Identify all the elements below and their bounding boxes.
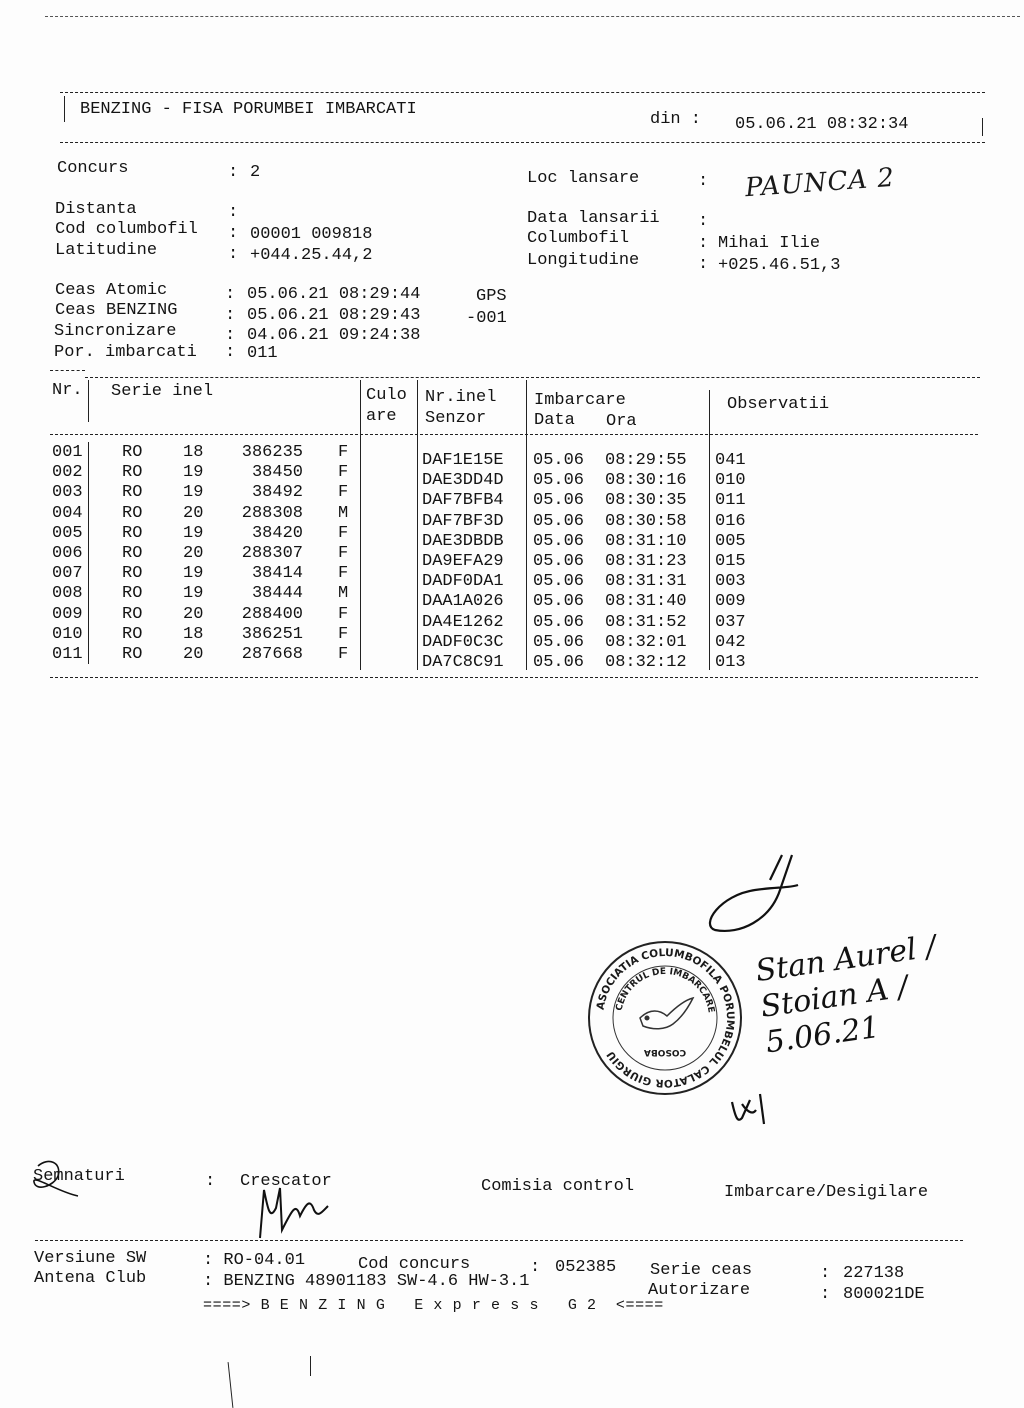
cod-columbofil-value: 00001 009818 <box>250 225 373 244</box>
semnaturi-circle-scribble <box>28 1152 88 1212</box>
cod-columbofil-label: Cod columbofil <box>55 220 198 239</box>
cell-year: 18 <box>183 443 204 462</box>
cell-sensor: DAF1E15E <box>422 451 504 470</box>
cod-concurs-label: Cod concurs <box>358 1255 471 1274</box>
th-data: Data <box>534 411 575 430</box>
cell-sex: M <box>338 503 349 523</box>
sincronizare-sep: : <box>225 326 236 345</box>
header-datetime: 05.06.21 08:32:34 <box>735 115 909 134</box>
cell-obs: 015 <box>715 552 746 571</box>
cell-sensor: DAF7BFB4 <box>422 491 504 511</box>
cell-ring: 288308 <box>241 503 303 523</box>
loc-lansare-label: Loc lansare <box>527 169 640 188</box>
concurs-sep: : <box>228 163 239 182</box>
cell-country: RO <box>122 523 143 543</box>
ceas-benzing-sep: : <box>225 306 236 325</box>
concurs-value: 2 <box>250 163 261 182</box>
benzing-express-banner: ====> B E N Z I N G E x p r e s s G 2 <==== <box>203 1297 664 1314</box>
cell-time: 08:30:16 <box>605 471 687 491</box>
cell-date: 05.06 <box>533 592 585 612</box>
cell-date: 05.06 <box>533 612 585 632</box>
cell-country: RO <box>122 443 143 462</box>
header-top-border <box>60 92 985 93</box>
cell-date: 05.06 <box>533 572 585 592</box>
cell-sensor: DAE3DBDB <box>422 531 504 551</box>
cell-nr: 003 <box>52 483 83 503</box>
cell-ring: 38444 <box>251 584 303 604</box>
ceas-atomic-label: Ceas Atomic <box>55 281 168 300</box>
header-bottom-border <box>60 142 985 143</box>
cod-concurs-value: 052385 <box>555 1258 617 1277</box>
cell-nr: 005 <box>52 523 83 543</box>
ceas-atomic-value: 05.06.21 08:29:44 <box>247 285 421 304</box>
cell-date: 05.06 <box>533 451 585 470</box>
cell-sensor: DA4E1262 <box>422 612 504 632</box>
versiune-sw-value: : RO-04.01 <box>203 1251 306 1270</box>
cell-time: 08:31:52 <box>605 612 687 632</box>
ceas-benzing-value: 05.06.21 08:29:43 <box>247 306 421 325</box>
cell-time: 08:31:10 <box>605 531 687 551</box>
cell-country: RO <box>122 645 143 664</box>
cell-nr: 002 <box>52 463 83 483</box>
cell-time: 08:32:12 <box>605 653 687 672</box>
cell-time: 08:30:58 <box>605 511 687 531</box>
th-ora: Ora <box>606 412 637 431</box>
cell-ring: 287668 <box>241 645 303 664</box>
por-imbarcati-sep: : <box>225 343 236 362</box>
cell-time: 08:31:23 <box>605 552 687 571</box>
imbarcare-desigilare-label: Imbarcare/Desigilare <box>724 1183 929 1202</box>
versiune-sw-label: Versiune SW <box>34 1249 147 1268</box>
distanta-sep: : <box>228 203 239 222</box>
latitudine-value: +044.25.44,2 <box>250 246 373 265</box>
cell-sensor: DAE3DD4D <box>422 471 504 491</box>
data-lansarii-sep: : <box>698 212 709 231</box>
cell-ring: 38492 <box>251 483 303 503</box>
antena-club-label: Antena Club <box>34 1269 147 1288</box>
semnaturi-label: Semnaturi <box>33 1167 125 1186</box>
dove-icon <box>640 998 693 1029</box>
stamp-outer-text: ASOCIATIA COLUMBOFILA PORUMBELUL CALATOR GIURGIU <box>594 946 737 1090</box>
cell-obs: 010 <box>715 471 746 491</box>
autorizare-sep: : <box>820 1285 831 1304</box>
th-culoare-2: are <box>366 407 397 426</box>
cell-country: RO <box>122 463 143 483</box>
col-sep-1-head <box>88 380 89 422</box>
cell-sensor: DADF0DA1 <box>422 572 504 592</box>
top-scan-line <box>45 16 1020 17</box>
table-bottom-border <box>50 677 978 678</box>
latitudine-sep: : <box>228 245 239 264</box>
longitudine-sep: : <box>698 255 709 274</box>
concurs-label: Concurs <box>57 159 129 178</box>
cell-sensor: DAA1A026 <box>422 592 504 612</box>
cell-ring: 38450 <box>251 463 303 483</box>
cell-obs: 041 <box>715 451 746 470</box>
th-nr-inel: Nr.inel <box>425 388 497 407</box>
antena-club-value: : BENZING 48901183 SW-4.6 HW-3.1 <box>203 1272 530 1291</box>
crescator-label: Crescator <box>240 1172 332 1191</box>
initials-scribble <box>728 1090 778 1130</box>
th-culoare-1: Culo <box>366 386 407 405</box>
cell-date: 05.06 <box>533 632 585 652</box>
cell-year: 20 <box>183 604 204 624</box>
cell-sensor: DAF7BF3D <box>422 511 504 531</box>
cell-nr: 009 <box>52 604 83 624</box>
cell-date: 05.06 <box>533 653 585 672</box>
ceas-benzing-extra: -001 <box>466 309 507 328</box>
cell-ring: 38420 <box>251 523 303 543</box>
th-imbarcare: Imbarcare <box>534 391 626 410</box>
autorizare-label: Autorizare <box>648 1281 751 1300</box>
handwritten-sign: Stan Aurel / Stoian A / 5.06.21 <box>753 929 939 1061</box>
header-right-border <box>982 118 983 136</box>
cell-sex: F <box>338 443 349 462</box>
crescator-signature <box>252 1180 342 1240</box>
cod-concurs-sep: : <box>530 1258 541 1277</box>
cell-sex: F <box>338 624 349 644</box>
comisia-label: Comisia control <box>481 1177 635 1196</box>
header-title: BENZING - FISA PORUMBEI IMBARCATI <box>80 100 417 119</box>
ceas-atomic-sep: : <box>225 285 236 304</box>
autorizare-value: 800021DE <box>843 1285 925 1304</box>
col-sep-5 <box>709 390 710 670</box>
cell-year: 19 <box>183 584 204 604</box>
th-senzor: Senzor <box>425 409 487 428</box>
cell-country: RO <box>122 564 143 584</box>
cell-sensor: DA7C8C91 <box>422 653 504 672</box>
cell-ring: 288400 <box>241 604 303 624</box>
bottom-stray-mark-1 <box>228 1362 234 1408</box>
th-serie-inel: Serie inel <box>111 382 214 401</box>
semnaturi-sep: : <box>205 1172 216 1191</box>
cell-country: RO <box>122 624 143 644</box>
header-din-label: din : <box>650 110 702 129</box>
ceas-benzing-label: Ceas BENZING <box>55 301 178 320</box>
col-sep-3 <box>417 380 418 670</box>
cell-obs: 003 <box>715 572 746 592</box>
serie-ceas-label: Serie ceas <box>650 1261 753 1280</box>
cell-year: 20 <box>183 544 204 563</box>
loc-lansare-sep: : <box>698 172 709 191</box>
th-observatii: Observatii <box>727 395 830 414</box>
cell-date: 05.06 <box>533 552 585 571</box>
th-nr: Nr. <box>52 381 83 400</box>
stamp-bottom-text: COSOBA <box>643 1047 687 1057</box>
col-sep-1 <box>88 442 89 664</box>
cell-sex: F <box>338 564 349 584</box>
cell-date: 05.06 <box>533 531 585 551</box>
cell-ring: 38414 <box>251 564 303 584</box>
cell-sex: F <box>338 604 349 624</box>
table-top-stub <box>50 370 85 371</box>
data-lansarii-label: Data lansarii <box>527 209 660 228</box>
cell-obs: 005 <box>715 531 746 551</box>
cell-year: 19 <box>183 564 204 584</box>
cell-year: 19 <box>183 483 204 503</box>
cell-country: RO <box>122 584 143 604</box>
col-sep-2 <box>360 380 361 670</box>
cell-time: 08:29:55 <box>605 451 687 470</box>
cell-sex: F <box>338 463 349 483</box>
cell-ring: 288307 <box>241 544 303 563</box>
stamp <box>581 931 745 1098</box>
bottom-stray-mark-2 <box>310 1356 311 1376</box>
footer-top-border <box>35 1240 963 1241</box>
cell-nr: 008 <box>52 584 83 604</box>
cell-year: 18 <box>183 624 204 644</box>
table-header-border <box>50 434 978 435</box>
col-sep-4 <box>526 380 527 670</box>
cell-year: 20 <box>183 503 204 523</box>
signature-scribble-top <box>700 850 800 940</box>
cell-date: 05.06 <box>533 471 585 491</box>
serie-ceas-sep: : <box>820 1264 831 1283</box>
cell-sensor: DADF0C3C <box>422 632 504 652</box>
cell-ring: 386251 <box>241 624 303 644</box>
cell-country: RO <box>122 503 143 523</box>
cell-obs: 016 <box>715 511 746 531</box>
cell-nr: 010 <box>52 624 83 644</box>
cell-time: 08:31:31 <box>605 572 687 592</box>
distanta-label: Distanta <box>55 200 137 219</box>
cell-country: RO <box>122 483 143 503</box>
cell-date: 05.06 <box>533 511 585 531</box>
cell-obs: 013 <box>715 653 746 672</box>
columbofil-label: Columbofil <box>527 229 630 248</box>
latitudine-label: Latitudine <box>55 241 158 260</box>
serie-ceas-value: 227138 <box>843 1264 905 1283</box>
cell-date: 05.06 <box>533 491 585 511</box>
cell-sex: M <box>338 584 349 604</box>
longitudine-label: Longitudine <box>527 251 640 270</box>
cell-obs: 011 <box>715 491 746 511</box>
cell-obs: 037 <box>715 612 746 632</box>
cell-time: 08:30:35 <box>605 491 687 511</box>
por-imbarcati-value: 011 <box>247 344 278 363</box>
cell-nr: 006 <box>52 544 83 563</box>
cell-year: 19 <box>183 463 204 483</box>
handwritten-loc: PAUNCA 2 <box>744 162 896 204</box>
cell-sex: F <box>338 483 349 503</box>
cell-sensor: DA9EFA29 <box>422 552 504 571</box>
table-top-border <box>85 377 980 378</box>
cod-columbofil-sep: : <box>228 224 239 243</box>
cell-sex: F <box>338 523 349 543</box>
columbofil-value: Mihai Ilie <box>718 234 821 253</box>
cell-obs: 042 <box>715 632 746 652</box>
cell-year: 20 <box>183 645 204 664</box>
stamp-inner-text: CENTRUL DE IMBARCARE NR. 1 <box>581 931 716 1017</box>
header-left-border <box>64 96 65 122</box>
cell-nr: 011 <box>52 645 83 664</box>
cell-sex: F <box>338 544 349 563</box>
cell-sex: F <box>338 645 349 664</box>
cell-nr: 001 <box>52 443 83 462</box>
columbofil-sep: : <box>698 234 709 253</box>
cell-nr: 007 <box>52 564 83 584</box>
cell-nr: 004 <box>52 503 83 523</box>
cell-obs: 009 <box>715 592 746 612</box>
cell-year: 19 <box>183 523 204 543</box>
longitudine-value: +025.46.51,3 <box>718 256 841 275</box>
cell-time: 08:31:40 <box>605 592 687 612</box>
por-imbarcati-label: Por. imbarcati <box>54 343 197 362</box>
cell-country: RO <box>122 544 143 563</box>
cell-time: 08:32:01 <box>605 632 687 652</box>
ceas-atomic-extra: GPS <box>476 287 507 306</box>
cell-ring: 386235 <box>241 443 303 462</box>
cell-country: RO <box>122 604 143 624</box>
sincronizare-value: 04.06.21 09:24:38 <box>247 326 421 345</box>
sincronizare-label: Sincronizare <box>54 322 177 341</box>
